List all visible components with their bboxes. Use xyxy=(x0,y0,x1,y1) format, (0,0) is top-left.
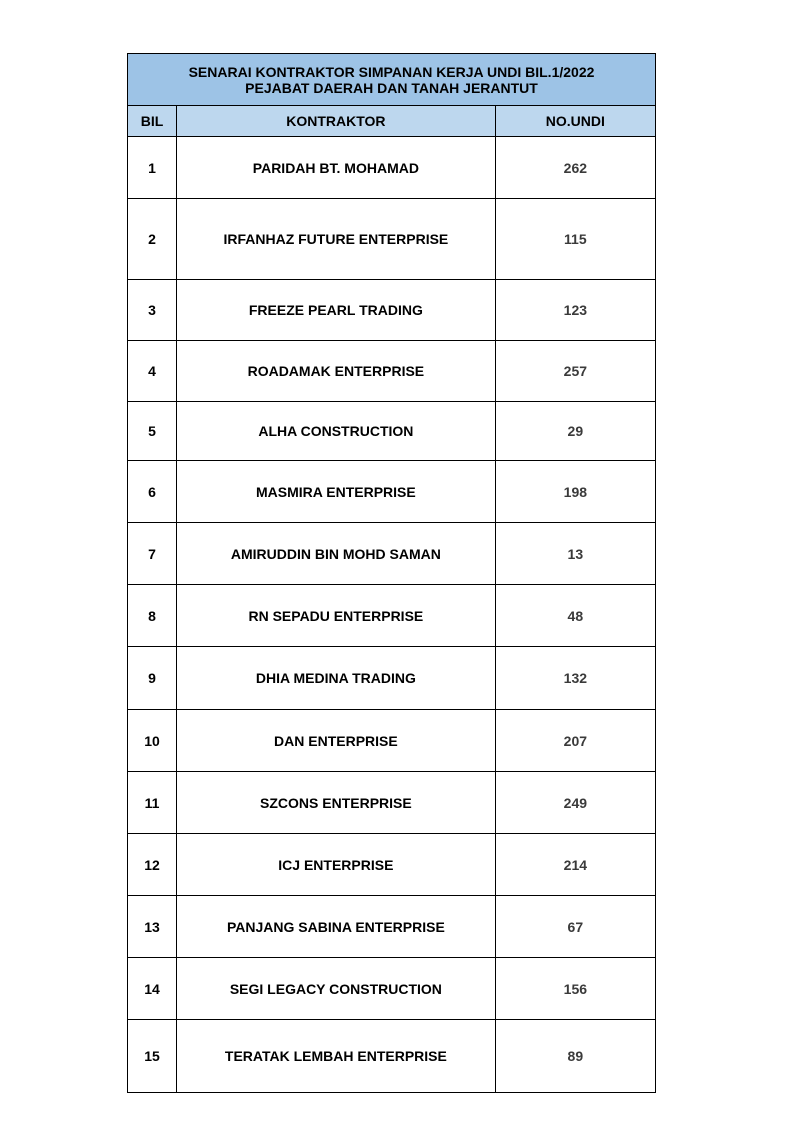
cell-no-undi: 257 xyxy=(495,341,655,402)
cell-no-undi: 48 xyxy=(495,585,655,647)
table-row xyxy=(128,834,656,896)
cell-bil: 1 xyxy=(128,137,177,199)
title-line-1: SENARAI KONTRAKTOR SIMPANAN KERJA UNDI BIL.1/2022 xyxy=(188,63,595,80)
table-row xyxy=(128,958,656,1020)
cell-bil: 9 xyxy=(128,647,177,710)
column-header-no-undi: NO.UNDI xyxy=(495,106,655,137)
column-header-row xyxy=(128,106,656,137)
cell-kontraktor: SEGI LEGACY CONSTRUCTION xyxy=(177,958,496,1020)
cell-no-undi: 207 xyxy=(495,710,655,772)
cell-no-undi: 123 xyxy=(495,280,655,341)
cell-bil: 7 xyxy=(128,523,177,585)
cell-no-undi: 249 xyxy=(495,772,655,834)
cell-kontraktor: IRFANHAZ FUTURE ENTERPRISE xyxy=(177,199,496,280)
table-row xyxy=(128,280,656,341)
table-row xyxy=(128,772,656,834)
title-row xyxy=(128,54,656,106)
cell-kontraktor: SZCONS ENTERPRISE xyxy=(177,772,496,834)
table-row xyxy=(128,137,656,199)
table-row xyxy=(128,585,656,647)
cell-kontraktor: AMIRUDDIN BIN MOHD SAMAN xyxy=(177,523,496,585)
column-header-bil: BIL xyxy=(128,106,177,137)
cell-bil: 4 xyxy=(128,341,177,402)
cell-kontraktor: ROADAMAK ENTERPRISE xyxy=(177,341,496,402)
title-line-2: PEJABAT DAERAH DAN TANAH JERANTUT xyxy=(245,79,538,96)
cell-bil: 5 xyxy=(128,402,177,461)
cell-no-undi: 89 xyxy=(495,1020,655,1093)
cell-kontraktor: PARIDAH BT. MOHAMAD xyxy=(177,137,496,199)
table-row xyxy=(128,1020,656,1093)
cell-bil: 15 xyxy=(128,1020,177,1093)
cell-kontraktor: DHIA MEDINA TRADING xyxy=(177,647,496,710)
column-header-kontraktor: KONTRAKTOR xyxy=(177,106,496,137)
cell-bil: 14 xyxy=(128,958,177,1020)
table-title xyxy=(128,54,656,106)
cell-kontraktor: PANJANG SABINA ENTERPRISE xyxy=(177,896,496,958)
cell-bil: 11 xyxy=(128,772,177,834)
cell-no-undi: 13 xyxy=(495,523,655,585)
cell-bil: 10 xyxy=(128,710,177,772)
cell-kontraktor: TERATAK LEMBAH ENTERPRISE xyxy=(177,1020,496,1093)
table-row xyxy=(128,461,656,523)
table-row xyxy=(128,402,656,461)
cell-bil: 13 xyxy=(128,896,177,958)
table-row xyxy=(128,710,656,772)
contractor-table xyxy=(127,53,656,1093)
cell-kontraktor: ALHA CONSTRUCTION xyxy=(177,402,496,461)
cell-no-undi: 115 xyxy=(495,199,655,280)
cell-no-undi: 156 xyxy=(495,958,655,1020)
cell-kontraktor: ICJ ENTERPRISE xyxy=(177,834,496,896)
table-row xyxy=(128,523,656,585)
cell-bil: 3 xyxy=(128,280,177,341)
cell-no-undi: 214 xyxy=(495,834,655,896)
cell-no-undi: 262 xyxy=(495,137,655,199)
cell-bil: 8 xyxy=(128,585,177,647)
cell-kontraktor: MASMIRA ENTERPRISE xyxy=(177,461,496,523)
cell-bil: 2 xyxy=(128,199,177,280)
table-row xyxy=(128,896,656,958)
cell-bil: 12 xyxy=(128,834,177,896)
cell-no-undi: 29 xyxy=(495,402,655,461)
table-row xyxy=(128,341,656,402)
cell-kontraktor: FREEZE PEARL TRADING xyxy=(177,280,496,341)
cell-kontraktor: RN SEPADU ENTERPRISE xyxy=(177,585,496,647)
cell-no-undi: 132 xyxy=(495,647,655,710)
table-row xyxy=(128,199,656,280)
cell-kontraktor: DAN ENTERPRISE xyxy=(177,710,496,772)
cell-no-undi: 198 xyxy=(495,461,655,523)
table-row xyxy=(128,647,656,710)
cell-no-undi: 67 xyxy=(495,896,655,958)
cell-bil: 6 xyxy=(128,461,177,523)
